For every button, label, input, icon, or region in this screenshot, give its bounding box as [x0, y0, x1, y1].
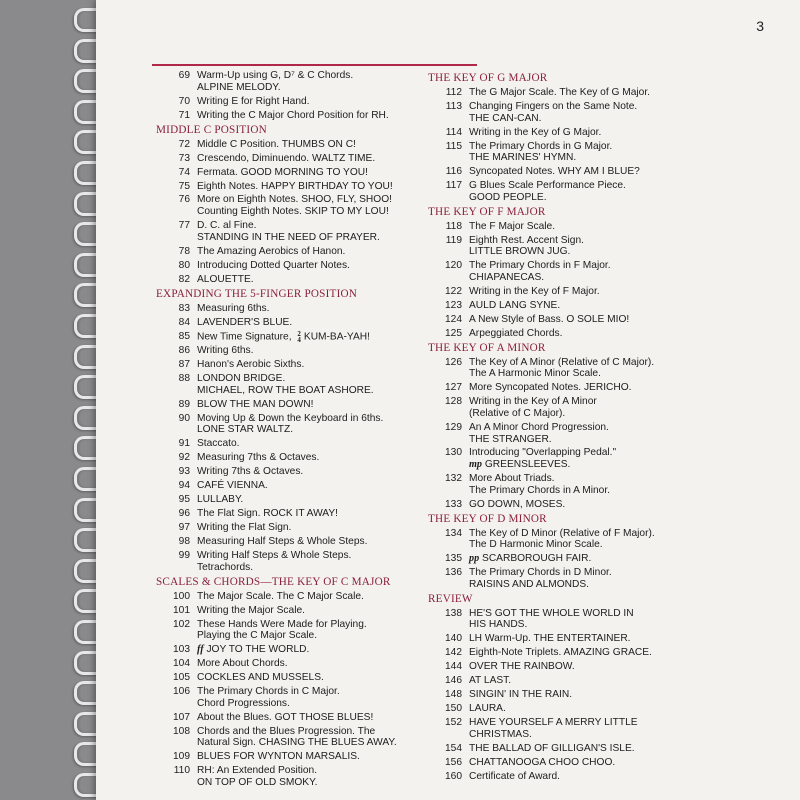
toc-entry	[428, 422, 748, 445]
entry-title: More on Eighth Notes. SHOO, FLY, SHOO! Counting Eighth Notes. SKIP TO MY LOU!	[197, 194, 392, 218]
entry-title: An A Minor Chord Progression. THE STRANGER.	[469, 421, 609, 445]
page-ref: 107	[173, 711, 190, 723]
entry-title: Eighth Notes. HAPPY BIRTHDAY TO YOU!	[197, 180, 393, 192]
page-ref: 154	[445, 742, 462, 754]
entry-title: BLOW THE MAN DOWN!	[197, 398, 314, 410]
entry-title-text: New Time Signature,	[197, 331, 292, 343]
toc-entry	[156, 672, 456, 684]
page-ref: 91	[178, 438, 190, 450]
page-ref: 74	[178, 166, 190, 178]
page-ref: 152	[445, 717, 462, 729]
entry-title: RH: An Extended Position. ON TOP OF OLD SMOKY.	[197, 765, 318, 789]
page-ref: 101	[173, 604, 190, 616]
page-ref: 118	[445, 220, 462, 232]
toc-entry	[428, 703, 748, 715]
entry-title: THE BALLAD OF GILLIGAN'S ISLE.	[469, 742, 635, 754]
entry-title: Measuring 6ths.	[197, 302, 270, 314]
entry-title: The Flat Sign. ROCK IT AWAY!	[197, 508, 338, 520]
page-ref: 99	[178, 550, 190, 562]
page-ref: 150	[445, 703, 462, 715]
toc-entry	[156, 139, 456, 151]
toc-entry	[428, 127, 748, 139]
entry-title: Moving Up & Down the Keyboard in 6ths. LONE STAR WALTZ.	[197, 412, 384, 436]
entry-title: ALOUETTE.	[197, 273, 254, 285]
page-ref: 128	[445, 396, 462, 408]
toc-entry	[156, 359, 456, 371]
time-signature-icon	[297, 331, 301, 343]
section-heading: THE KEY OF D MINOR	[428, 512, 547, 525]
page-ref: 73	[178, 152, 190, 164]
page-ref: 92	[178, 452, 190, 464]
toc-entry	[156, 317, 456, 329]
dynamic-marking: ff	[197, 644, 204, 656]
entry-title: More About Triads. The Primary Chords in A Minor.	[469, 473, 610, 496]
entry-title-text: KUM-BA-YAH!	[303, 331, 370, 343]
entry-title: Eighth-Note Triplets. AMAZING GRACE.	[469, 647, 652, 659]
page-ref: 122	[445, 285, 462, 297]
page-ref: 88	[178, 373, 190, 385]
toc-entry	[156, 765, 456, 788]
entry-title: LONDON BRIDGE. MICHAEL, ROW THE BOAT ASHORE.	[197, 373, 374, 396]
toc-entry	[156, 345, 456, 357]
entry-title-text: Introducing "Overlapping Pedal."	[469, 447, 617, 459]
page-ref: 82	[178, 273, 190, 285]
toc-entry	[156, 167, 456, 179]
page-ref: 80	[178, 259, 190, 271]
toc-entry	[428, 771, 748, 783]
toc-entry	[428, 286, 748, 298]
toc-entry	[156, 452, 456, 464]
page-ref: 103	[173, 644, 190, 656]
page-ref: 119	[445, 234, 462, 246]
entry-title-text: GREENSLEEVES.	[484, 459, 571, 471]
toc-entry	[428, 221, 748, 233]
entry-title: LH Warm-Up. THE ENTERTAINER.	[469, 633, 631, 645]
entry-title: Writing in the Key of A Minor (Relative of C Major).	[469, 396, 597, 419]
entry-title: Warm-Up using G, D⁷ & C Chords. ALPINE MELODY.	[197, 70, 354, 93]
toc-entry	[156, 550, 456, 573]
toc-entry	[156, 220, 456, 243]
toc-entry	[156, 726, 456, 749]
entry-title: Writing in the Key of G Major.	[469, 126, 602, 138]
page-ref: 97	[178, 522, 190, 534]
page-ref: 129	[445, 421, 462, 433]
toc-entry	[428, 499, 748, 511]
entry-title: Middle C Position. THUMBS ON C!	[197, 138, 356, 150]
entry-title: The F Major Scale.	[469, 220, 556, 232]
toc-entry	[428, 357, 748, 380]
page-ref: 148	[445, 689, 462, 701]
entry-title: CAFÉ VIENNA.	[197, 480, 268, 492]
entry-title: Writing 7ths & Octaves.	[197, 466, 304, 478]
toc-entry	[428, 743, 748, 755]
page-ref: 134	[445, 527, 462, 539]
entry-title: Writing 6ths.	[197, 345, 254, 357]
toc-entry	[156, 413, 456, 436]
entry-title: GO DOWN, MOSES.	[469, 498, 566, 510]
entry-title: Crescendo, Diminuendo. WALTZ TIME.	[197, 152, 376, 164]
entry-title: Introducing Dotted Quarter Notes.	[197, 259, 350, 271]
page-ref: 114	[445, 126, 462, 138]
page-ref: 89	[178, 398, 190, 410]
toc-entry	[428, 314, 748, 326]
page-ref: 109	[173, 751, 190, 763]
entry-title: LAVENDER'S BLUE.	[197, 316, 293, 328]
entry-title: The Major Scale. The C Major Scale.	[197, 590, 364, 602]
entry-title: CHATTANOOGA CHOO CHOO.	[469, 756, 616, 768]
entry-title-text: SCARBOROUGH FAIR.	[482, 553, 592, 565]
toc-entry	[428, 382, 748, 394]
toc-entry	[428, 717, 748, 740]
page-ref: 104	[173, 658, 190, 670]
toc-entry	[428, 141, 748, 164]
page-ref: 71	[178, 109, 190, 121]
entry-title: G Blues Scale Performance Piece. GOOD PEOPLE.	[469, 180, 626, 203]
toc-entry	[428, 180, 748, 203]
toc-entry	[156, 712, 456, 724]
page-ref: 94	[178, 480, 190, 492]
page-ref: 72	[178, 138, 190, 150]
entry-title: Measuring 7ths & Octaves.	[197, 452, 320, 464]
toc-entry	[428, 661, 748, 673]
toc-entry	[428, 553, 748, 565]
entry-title: More Syncopated Notes. JERICHO.	[469, 382, 632, 394]
page-ref: 75	[178, 180, 190, 192]
entry-title: These Hands Were Made for Playing. Playing the C Major Scale.	[197, 618, 367, 642]
toc-entry	[156, 591, 456, 603]
toc-entry	[156, 110, 456, 122]
entry-title: The G Major Scale. The Key of G Major.	[469, 87, 650, 98]
toc-entry	[428, 166, 748, 178]
entry-title: Writing in the Key of F Major.	[469, 285, 600, 297]
entry-title: Eighth Rest. Accent Sign. LITTLE BROWN JUG.	[469, 234, 584, 258]
entry-title: COCKLES AND MUSSELS.	[197, 672, 324, 684]
toc-entry	[428, 328, 748, 340]
entry-title: Writing the Major Scale.	[197, 604, 305, 616]
page-ref: 102	[173, 618, 190, 630]
entry-title: Writing E for Right Hand.	[197, 95, 310, 107]
toc-entry	[428, 447, 748, 470]
entry-title: The Key of A Minor (Relative of C Major). The A Harmonic Minor Scale.	[469, 356, 655, 380]
page-ref: 95	[178, 494, 190, 506]
dynamic-marking: mp	[469, 459, 483, 471]
toc-entry	[156, 96, 456, 108]
entry-title: Writing the Flat Sign.	[197, 522, 292, 534]
toc-entry	[428, 689, 748, 701]
toc-entry	[156, 619, 456, 642]
toc-entry	[156, 153, 456, 165]
page-ref: 76	[178, 194, 190, 206]
page-ref: 136	[445, 567, 462, 579]
entry-title: The Primary Chords in G Major. THE MARINES' HYMN.	[469, 140, 613, 164]
entry-title: BLUES FOR WYNTON MARSALIS.	[197, 751, 360, 763]
entry-title: Changing Fingers on the Same Note. THE CAN-CAN.	[469, 100, 638, 124]
entry-title: OVER THE RAINBOW.	[469, 661, 575, 673]
entry-title: The Primary Chords in F Major. CHIAPANECAS.	[469, 260, 611, 283]
toc-entry	[428, 647, 748, 659]
toc-entry	[428, 87, 748, 99]
page-ref: 124	[445, 313, 462, 325]
page-ref: 110	[173, 765, 190, 777]
page-ref: 130	[445, 447, 462, 459]
toc-entry	[156, 522, 456, 534]
toc-entry	[428, 608, 748, 631]
page-ref: 69	[178, 70, 190, 81]
toc-entry	[156, 536, 456, 548]
entry-title: Writing the C Major Chord Position for RH.	[197, 109, 389, 121]
entry-title: Writing Half Steps & Whole Steps. Tetrachords.	[197, 550, 352, 573]
entry-title: The Key of D Minor (Relative of F Major). The D Harmonic Minor Scale.	[469, 527, 655, 551]
page-ref: 90	[178, 412, 190, 424]
toc-entry	[428, 396, 748, 419]
toc-entry	[156, 70, 456, 93]
time-sig-top: 2	[297, 329, 301, 338]
page-ref: 85	[178, 330, 190, 342]
entry-title: AULD LANG SYNE.	[469, 299, 561, 311]
section-heading: SCALES & CHORDS—THE KEY OF C MAJOR	[156, 575, 391, 588]
page-ref: 98	[178, 536, 190, 548]
toc-entry	[156, 438, 456, 450]
section-heading: THE KEY OF A MINOR	[428, 341, 546, 354]
toc-entry	[156, 494, 456, 506]
entry-title	[197, 331, 456, 343]
page-ref: 135	[445, 553, 462, 565]
toc-entry	[156, 399, 456, 411]
entry-title: The Primary Chords in C Major. Chord Progressions.	[197, 686, 340, 709]
toc-entry	[428, 675, 748, 687]
entry-title: Fermata. GOOD MORNING TO YOU!	[197, 166, 368, 178]
section-heading: THE KEY OF G MAJOR	[428, 72, 548, 84]
page-ref: 108	[173, 725, 190, 737]
page-ref: 83	[178, 302, 190, 314]
toc-entry	[428, 235, 748, 258]
section-heading: EXPANDING THE 5-FINGER POSITION	[156, 287, 358, 300]
page-ref: 133	[445, 498, 462, 510]
toc-entry	[428, 528, 748, 551]
entry-title	[197, 644, 456, 656]
page-ref: 126	[445, 356, 462, 368]
entry-title: The Primary Chords in D Minor. RAISINS AND ALMONDS.	[469, 567, 612, 590]
toc-entry	[428, 567, 748, 590]
entry-title: LAURA.	[469, 703, 506, 715]
toc-entry	[156, 658, 456, 670]
toc-entry	[156, 644, 456, 656]
entry-title: Staccato.	[197, 438, 240, 450]
page-ref: 117	[445, 180, 462, 192]
toc-left-column	[156, 70, 456, 791]
page-ref: 120	[445, 260, 462, 272]
section-heading: MIDDLE C POSITION	[156, 123, 267, 136]
toc-entry	[156, 274, 456, 286]
page-ref: 86	[178, 345, 190, 357]
toc-entry	[156, 303, 456, 315]
toc-entry	[428, 300, 748, 312]
page-ref: 78	[178, 245, 190, 257]
toc-entry	[156, 260, 456, 272]
page-ref: 132	[445, 473, 462, 485]
page-ref: 156	[445, 756, 462, 768]
toc-entry	[156, 194, 456, 217]
page-ref: 106	[173, 686, 190, 698]
page-ref: 84	[178, 316, 190, 328]
toc-entry	[428, 473, 748, 496]
page-ref: 123	[445, 299, 462, 311]
entry-title: AT LAST.	[469, 675, 512, 687]
page-ref: 70	[178, 95, 190, 107]
toc-entry	[156, 751, 456, 763]
toc-entry	[428, 757, 748, 769]
page-ref: 115	[445, 140, 462, 152]
page-ref: 96	[178, 508, 190, 520]
book-page	[96, 0, 800, 800]
toc-entry	[156, 373, 456, 396]
toc-entry	[156, 466, 456, 478]
toc-entry	[428, 633, 748, 645]
toc-entry	[156, 508, 456, 520]
page-ref: 93	[178, 466, 190, 478]
page-ref: 116	[445, 166, 462, 178]
time-sig-bottom: 4	[297, 335, 301, 344]
entry-title	[469, 553, 748, 565]
toc-entry	[156, 480, 456, 492]
entry-title: Chords and the Blues Progression. The Natural Sign. CHASING THE BLUES AWAY.	[197, 725, 397, 749]
page-ref: 77	[178, 220, 190, 232]
entry-title-text: JOY TO THE WORLD.	[206, 644, 310, 656]
page-ref: 112	[445, 87, 462, 98]
dynamic-marking: pp	[469, 553, 480, 565]
page-ref: 142	[445, 647, 462, 659]
entry-title: More About Chords.	[197, 658, 288, 670]
page-ref: 146	[445, 675, 462, 687]
toc-entry	[428, 260, 748, 283]
toc-entry	[156, 605, 456, 617]
page-ref: 160	[445, 770, 462, 782]
entry-title: Hanon's Aerobic Sixths.	[197, 359, 305, 371]
page-ref: 105	[173, 672, 190, 684]
toc-right-column	[428, 70, 748, 785]
entry-title: Measuring Half Steps & Whole Steps.	[197, 536, 368, 548]
entry-title	[469, 447, 748, 470]
page-ref: 140	[445, 633, 462, 645]
page-ref: 138	[445, 607, 462, 619]
toc-entry	[156, 686, 456, 709]
entry-title: A New Style of Bass. O SOLE MIO!	[469, 313, 630, 325]
entry-title: LULLABY.	[197, 494, 244, 506]
entry-title: Syncopated Notes. WHY AM I BLUE?	[469, 166, 640, 178]
page-ref: 125	[445, 327, 462, 339]
toc-entry	[156, 181, 456, 193]
page-ref: 100	[173, 590, 190, 602]
toc-entry	[156, 331, 456, 343]
section-heading: REVIEW	[428, 592, 473, 605]
entry-title: HE'S GOT THE WHOLE WORLD IN HIS HANDS.	[469, 607, 634, 631]
entry-title: About the Blues. GOT THOSE BLUES!	[197, 711, 374, 723]
page-ref: 113	[445, 100, 462, 112]
entry-title: Certificate of Award.	[469, 770, 560, 782]
entry-title: D. C. al Fine. STANDING IN THE NEED OF PRAYER.	[197, 220, 380, 243]
entry-title: SINGIN' IN THE RAIN.	[469, 689, 573, 701]
entry-title: The Amazing Aerobics of Hanon.	[197, 245, 346, 257]
toc-entry	[428, 101, 748, 124]
entry-title: HAVE YOURSELF A MERRY LITTLE CHRISTMAS.	[469, 717, 638, 740]
entry-title: Arpeggiated Chords.	[469, 327, 563, 339]
toc-entry	[156, 246, 456, 258]
section-heading: THE KEY OF F MAJOR	[428, 205, 546, 218]
top-rule	[152, 64, 477, 66]
page-number: 3	[756, 18, 764, 34]
page-ref: 144	[445, 661, 462, 673]
page-ref: 127	[445, 382, 462, 394]
page-ref: 87	[178, 359, 190, 371]
